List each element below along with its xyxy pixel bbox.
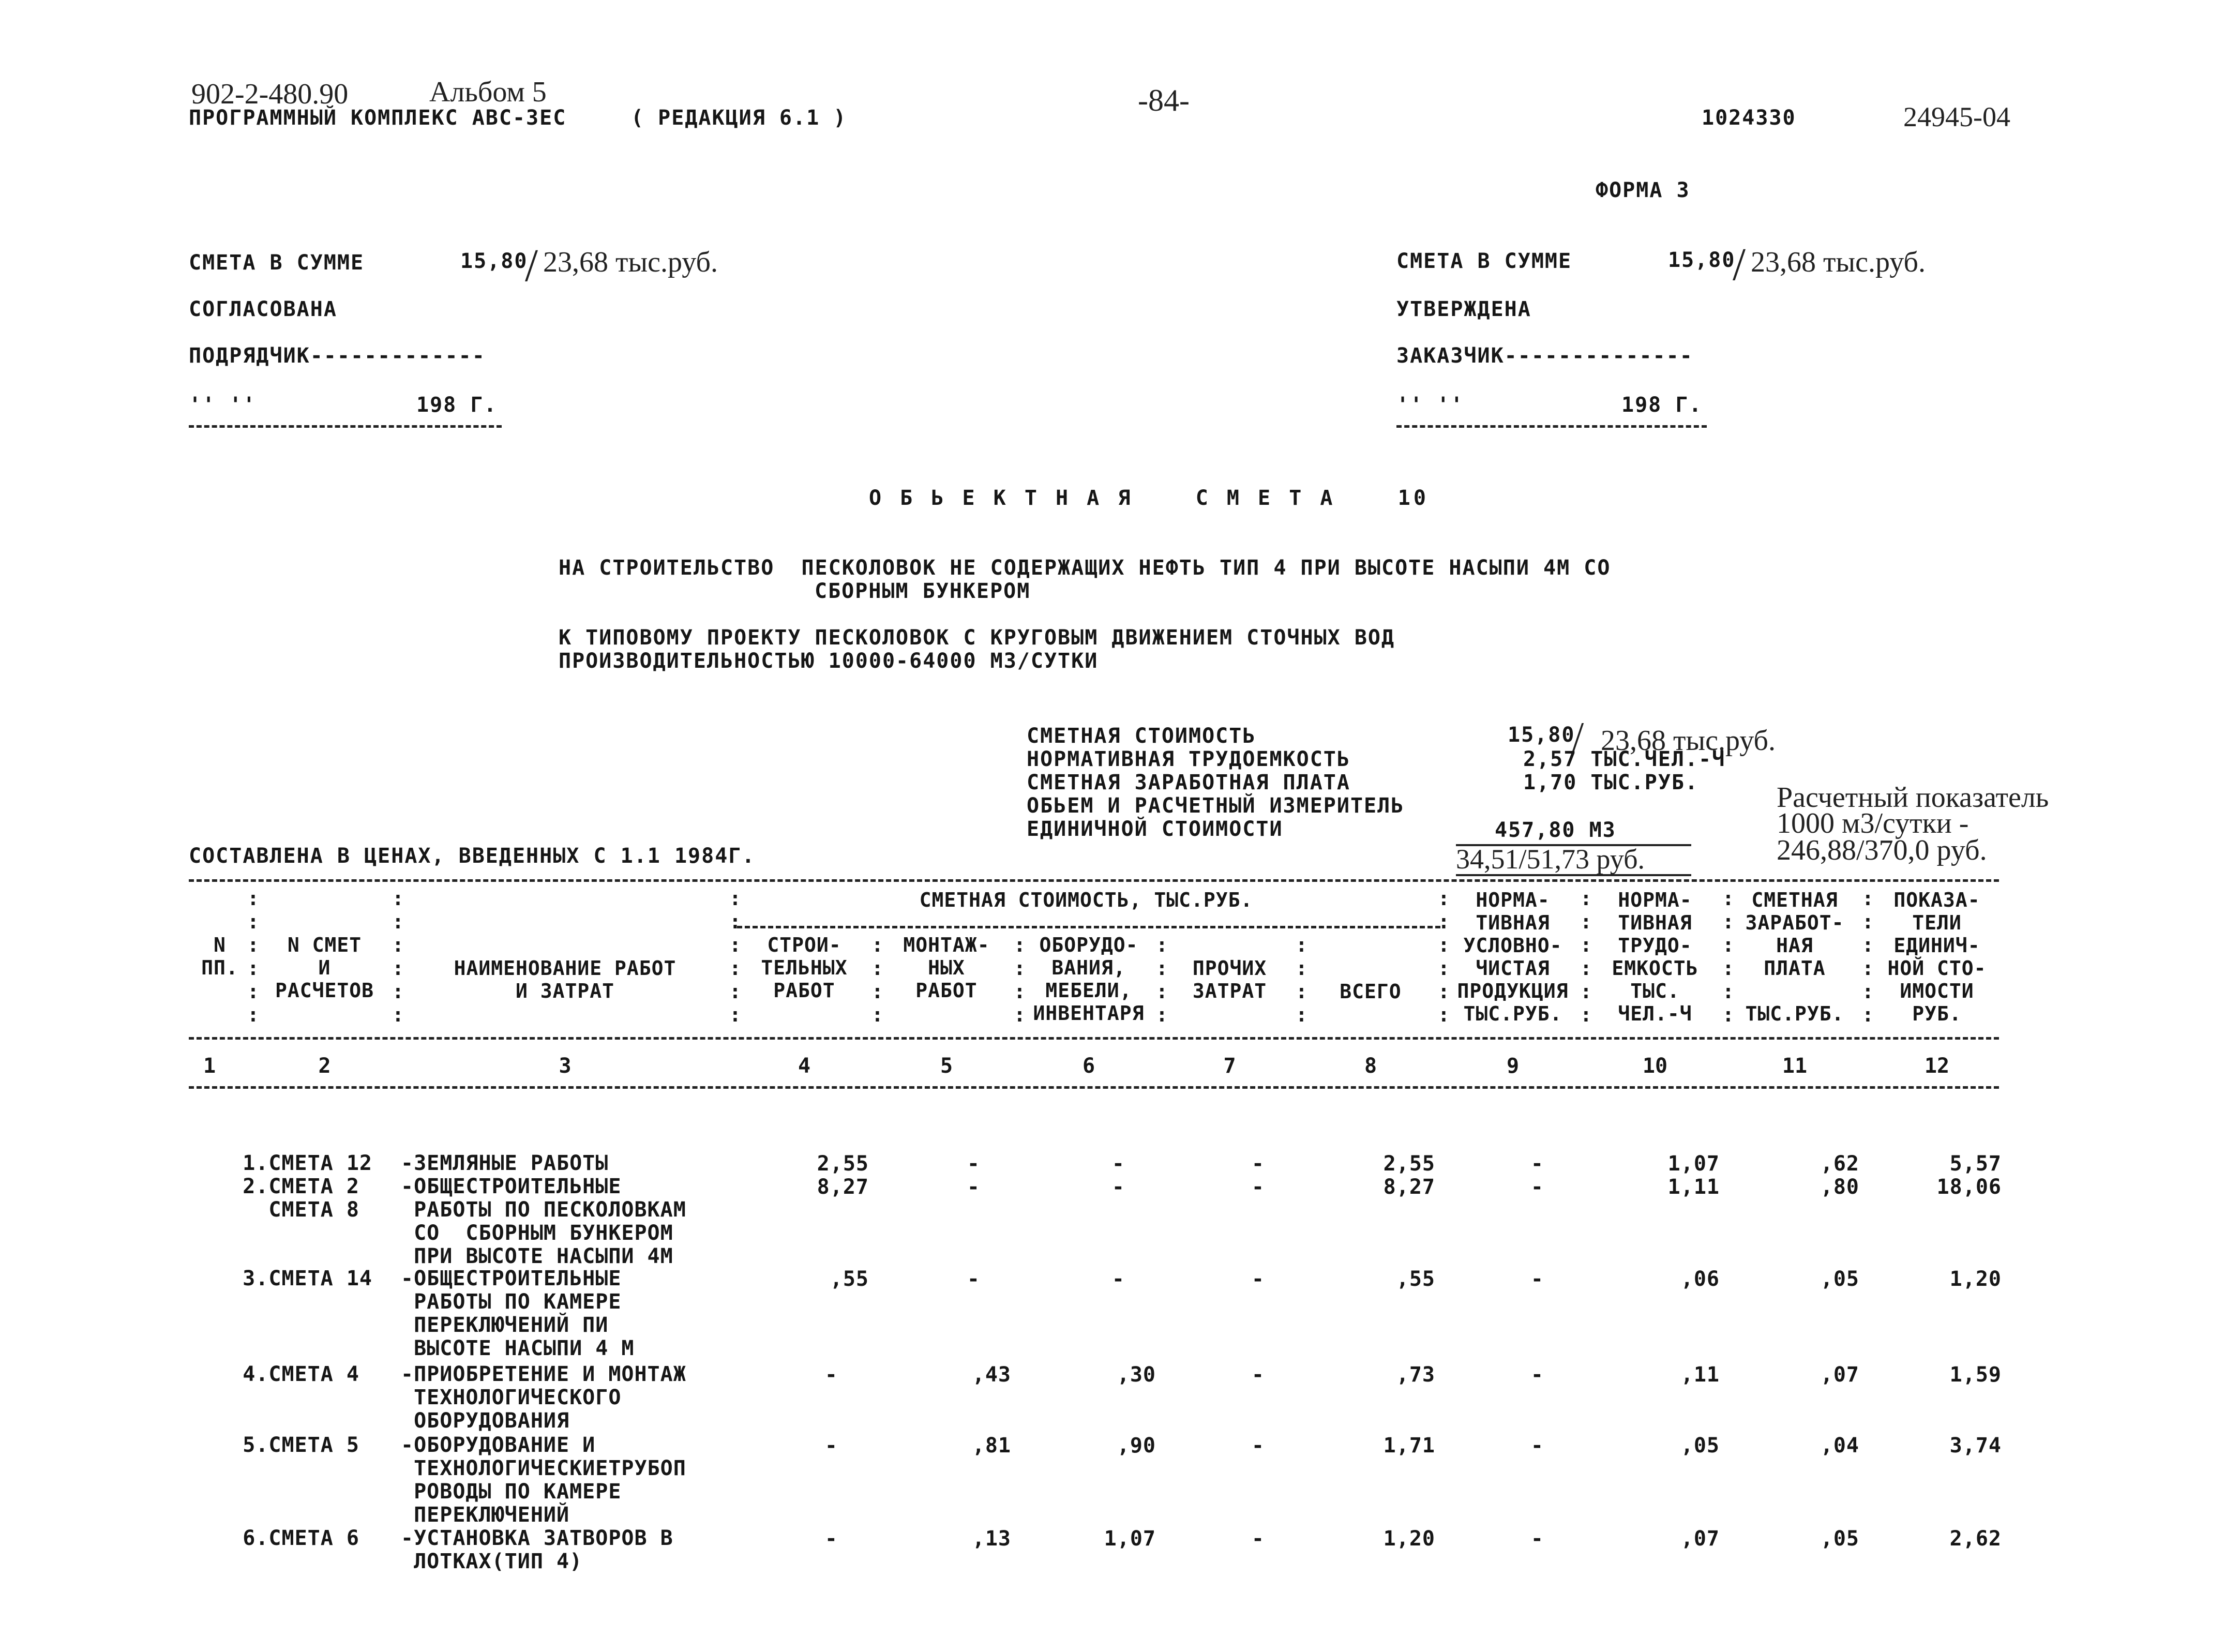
contractor-line: ПОДРЯДЧИК-------------	[189, 344, 486, 368]
cell-net-production: -	[1530, 1152, 1544, 1176]
sum-handwritten: 23,68 тыс.руб.	[1751, 246, 1926, 278]
status-agreed: СОГЛАСОВАНА	[189, 297, 337, 321]
signature-line	[189, 425, 502, 428]
cell-construction: -	[824, 1434, 838, 1458]
row-ref: 4.СМЕТА 4	[243, 1362, 359, 1386]
table-rule-header	[189, 1037, 1999, 1040]
cell-total: 1,20	[1383, 1527, 1435, 1551]
cell-construction: -	[824, 1527, 838, 1551]
quote-marks: '' ''	[189, 393, 257, 417]
cell-labor: ,07	[1680, 1527, 1720, 1551]
cell-total: 1,71	[1383, 1434, 1435, 1458]
cell-unit-cost: 5,57	[1949, 1152, 2002, 1176]
cell-equipment: -	[1111, 1267, 1125, 1291]
header-installation: МОНТАЖ- НЫХ РАБОТ	[903, 934, 990, 1002]
cell-total: ,73	[1396, 1363, 1435, 1387]
header-net-production: НОРМА- ТИВНАЯ УСЛОВНО- ЧИСТАЯ ПРОДУКЦИЯ ТЫС.РУБ.	[1457, 889, 1569, 1025]
group-header-cost: СМЕТНАЯ СТОИМОСТЬ, ТЫС.РУБ.	[919, 889, 1253, 911]
page-number: -84-	[1138, 83, 1190, 117]
row-name: -ЗЕМЛЯНЫЕ РАБОТЫ	[401, 1151, 609, 1175]
row-name: -ПРИОБРЕТЕНИЕ И МОНТАЖ ТЕХНОЛОГИЧЕСКОГО ОБОРУДОВАНИЯ	[401, 1362, 686, 1433]
cell-equipment: 1,07	[1104, 1527, 1156, 1551]
program-name: ПРОГРАММНЫЙ КОМПЛЕКС АВС-3ЕС	[189, 106, 567, 130]
cost-slash: /	[1572, 714, 1584, 760]
sum-label: СМЕТА В СУММЕ	[189, 251, 365, 275]
cell-wage: ,62	[1820, 1152, 1859, 1176]
separator: : : : :	[871, 934, 883, 1026]
purpose-line-4: ПРОИЗВОДИТЕЛЬНОСТЬЮ 10000-64000 М3/СУТКИ	[559, 649, 1099, 673]
cost-label: СМЕТНАЯ СТОИМОСТЬ	[1027, 724, 1256, 748]
cell-other: -	[1251, 1527, 1265, 1551]
cell-labor: ,06	[1680, 1267, 1720, 1291]
col-number: 2	[318, 1054, 331, 1078]
col-number: 5	[940, 1054, 953, 1078]
col-number: 9	[1506, 1054, 1520, 1078]
cell-unit-cost: 1,20	[1949, 1267, 2002, 1291]
year-label: 198 Г.	[416, 393, 498, 417]
separator: : : : : : :	[1438, 887, 1450, 1026]
separator: : : : : : :	[1862, 887, 1874, 1026]
cell-unit-cost: 3,74	[1949, 1434, 2002, 1458]
header-construction: СТРОИ- ТЕЛЬНЫХ РАБОТ	[761, 934, 848, 1002]
cell-installation: ,13	[972, 1527, 1011, 1551]
col-number: 12	[1924, 1054, 1950, 1078]
sum-printed: 15,80	[460, 249, 528, 273]
cell-labor: ,05	[1680, 1434, 1720, 1458]
cell-installation: ,81	[972, 1434, 1011, 1458]
volume-label-2: ЕДИНИЧНОЙ СТОИМОСТИ	[1027, 817, 1283, 841]
cell-total: 2,55	[1383, 1152, 1435, 1176]
prices-note: СОСТАВЛЕНА В ЦЕНАХ, ВВЕДЕННЫХ С 1.1 1984Г.	[189, 844, 756, 868]
cell-construction: ,55	[830, 1267, 869, 1291]
cell-labor: 1,11	[1667, 1175, 1720, 1199]
row-name: -ОБЩЕСТРОИТЕЛЬНЫЕ РАБОТЫ ПО КАМЕРЕ ПЕРЕКЛЮЧЕНИЙ ПИ ВЫСОТЕ НАСЫПИ 4 М	[401, 1267, 635, 1360]
cell-wage: ,05	[1820, 1267, 1859, 1291]
form-label: ФОРМА 3	[1596, 178, 1690, 202]
separator: : : : : : :	[1722, 887, 1734, 1026]
purpose-line-3: К ТИПОВОМУ ПРОЕКТУ ПЕСКОЛОВОК С КРУГОВЫМ ДВИЖЕНИЕМ СТОЧНЫХ ВОД	[559, 626, 1395, 650]
col-number: 7	[1223, 1054, 1236, 1078]
separator: : : : : : :	[392, 887, 404, 1026]
separator: : : : :	[1296, 934, 1307, 1026]
cell-other: -	[1251, 1434, 1265, 1458]
status-approved: УТВЕРЖДЕНА	[1396, 297, 1531, 321]
purpose-line-1: НА СТРОИТЕЛЬСТВО ПЕСКОЛОВОК НЕ СОДЕРЖАЩИХ НЕФТЬ ТИП 4 ПРИ ВЫСОТЕ НАСЫПИ 4М СО	[559, 556, 1611, 580]
cell-equipment: -	[1111, 1152, 1125, 1176]
code-number: 1024330	[1702, 106, 1796, 130]
sum-handwritten: 23,68 тыс.руб.	[543, 246, 718, 278]
cell-wage: ,05	[1820, 1527, 1859, 1551]
wage-label: СМЕТНАЯ ЗАРАБОТНАЯ ПЛАТА	[1027, 771, 1350, 794]
header-equipment: ОБОРУДО- ВАНИЯ, МЕБЕЛИ, ИНВЕНТАРЯ	[1033, 934, 1145, 1025]
header-other: ПРОЧИХ ЗАТРАТ	[1192, 957, 1267, 1002]
indicator-note-3: 246,88/370,0 руб.	[1777, 834, 1987, 866]
col-number: 10	[1642, 1054, 1668, 1078]
edition-label: ( РЕДАКЦИЯ 6.1 )	[631, 106, 847, 130]
row-name: -ОБОРУДОВАНИЕ И ТЕХНОЛОГИЧЕСКИЕТРУБОП РОВОДЫ ПО КАМЕРЕ ПЕРЕКЛЮЧЕНИЙ	[401, 1433, 686, 1527]
cell-installation: -	[967, 1175, 980, 1199]
volume-label-1: ОБЬЕМ И РАСЧЕТНЫЙ ИЗМЕРИТЕЛЬ	[1027, 794, 1405, 818]
table-rule-top	[189, 879, 1999, 882]
cell-net-production: -	[1530, 1175, 1544, 1199]
cell-labor: ,11	[1680, 1363, 1720, 1387]
sum-printed: 15,80	[1668, 248, 1736, 272]
row-name: -ОБЩЕСТРОИТЕЛЬНЫЕ РАБОТЫ ПО ПЕСКОЛОВКАМ СО СБОРНЫМ БУНКЕРОМ ПРИ ВЫСОТЕ НАСЫПИ 4М	[401, 1175, 686, 1268]
header-estimate-refs: N СМЕТ И РАСЧЕТОВ	[275, 934, 374, 1002]
cell-construction: 8,27	[817, 1175, 869, 1199]
separator: : : : :	[1156, 934, 1168, 1026]
cell-unit-cost: 1,59	[1949, 1363, 2002, 1387]
wage-value: 1,70 ТЫС.РУБ.	[1523, 771, 1699, 794]
cell-wage: ,07	[1820, 1363, 1859, 1387]
cell-equipment: ,90	[1117, 1434, 1156, 1458]
separator: : : : : : :	[729, 887, 741, 1026]
cell-other: -	[1251, 1152, 1265, 1176]
document-code: 902-2-480.90	[191, 78, 349, 110]
cell-net-production: -	[1530, 1267, 1544, 1291]
table-rule-colnums	[189, 1086, 1999, 1089]
sum-slash: /	[1733, 239, 1746, 290]
cell-other: -	[1251, 1267, 1265, 1291]
cell-installation: ,43	[972, 1363, 1011, 1387]
col-number: 3	[559, 1054, 572, 1078]
cell-installation: -	[967, 1267, 980, 1291]
cell-net-production: -	[1530, 1527, 1544, 1551]
indicator-note-2: 1000 м3/сутки -	[1777, 807, 1969, 839]
quote-marks: '' ''	[1396, 393, 1464, 417]
album-label: Альбом 5	[429, 76, 547, 108]
cell-wage: ,04	[1820, 1434, 1859, 1458]
header-number: N ПП.	[201, 934, 238, 979]
cell-construction: 2,55	[817, 1152, 869, 1176]
document-title: О Б Ь Е К Т Н А Я С М Е Т А 10	[869, 486, 1429, 510]
labor-value: 2,57 ТЫС.ЧЕЛ.-Ч	[1523, 747, 1726, 771]
cell-construction: -	[824, 1363, 838, 1387]
unit-cost-underline	[1456, 874, 1691, 876]
col-number: 6	[1082, 1054, 1095, 1078]
cell-net-production: -	[1530, 1434, 1544, 1458]
cell-equipment: -	[1111, 1175, 1125, 1199]
separator: : : : :	[1014, 934, 1026, 1026]
signature-line	[1396, 425, 1707, 428]
cell-total: 8,27	[1383, 1175, 1435, 1199]
cell-installation: -	[967, 1152, 980, 1176]
year-label: 198 Г.	[1621, 393, 1703, 417]
customer-line: ЗАКАЗЧИК--------------	[1396, 344, 1693, 368]
cell-other: -	[1251, 1175, 1265, 1199]
row-ref: 1.СМЕТА 12	[243, 1151, 372, 1175]
col-number: 11	[1782, 1054, 1808, 1078]
cell-wage: ,80	[1820, 1175, 1859, 1199]
unit-cost-handwritten: 34,51/51,73 руб.	[1456, 844, 1645, 875]
cost-handwritten: 23,68 тыс.руб.	[1601, 725, 1776, 757]
group-header-rule	[737, 926, 1440, 928]
cell-unit-cost: 18,06	[1936, 1175, 2002, 1199]
row-ref: 3.СМЕТА 14	[243, 1267, 372, 1290]
sum-slash: /	[525, 240, 538, 291]
sum-label: СМЕТА В СУММЕ	[1396, 249, 1572, 273]
archive-number: 24945-04	[1903, 101, 2010, 132]
separator: : : : : : :	[247, 887, 259, 1026]
row-name: -УСТАНОВКА ЗАТВОРОВ В ЛОТКАХ(ТИП 4)	[401, 1526, 673, 1573]
cell-unit-cost: 2,62	[1949, 1527, 2002, 1551]
row-ref: 5.СМЕТА 5	[243, 1433, 359, 1457]
header-unit-cost: ПОКАЗА- ТЕЛИ ЕДИНИЧ- НОЙ СТО- ИМОСТИ РУБ.	[1887, 889, 1987, 1025]
col-number: 4	[798, 1054, 811, 1078]
col-number: 1	[203, 1054, 216, 1078]
cell-total: ,55	[1396, 1267, 1435, 1291]
header-labor: НОРМА- ТИВНАЯ ТРУДО- ЕМКОСТЬ ТЫС. ЧЕЛ.-Ч	[1612, 889, 1698, 1025]
row-ref: 6.СМЕТА 6	[243, 1526, 359, 1550]
cost-printed: 15,80	[1508, 723, 1575, 747]
col-number: 8	[1364, 1054, 1377, 1078]
separator: : : : : : :	[1580, 887, 1592, 1026]
cell-other: -	[1251, 1363, 1265, 1387]
header-wage: СМЕТНАЯ ЗАРАБОТ- НАЯ ПЛАТА ТЫС.РУБ.	[1745, 889, 1844, 1025]
purpose-line-2: СБОРНЫМ БУНКЕРОМ	[815, 579, 1031, 603]
indicator-note-1: Расчетный показатель	[1777, 782, 2049, 814]
volume-value: 457,80 М3	[1495, 818, 1616, 842]
header-work-name: НАИМЕНОВАНИЕ РАБОТ И ЗАТРАТ	[454, 957, 676, 1002]
cell-equipment: ,30	[1117, 1363, 1156, 1387]
cell-net-production: -	[1530, 1363, 1544, 1387]
cell-labor: 1,07	[1667, 1152, 1720, 1176]
labor-label: НОРМАТИВНАЯ ТРУДОЕМКОСТЬ	[1027, 747, 1350, 771]
header-total: ВСЕГО	[1340, 980, 1402, 1003]
row-ref: 2.СМЕТА 2 СМЕТА 8	[243, 1175, 359, 1222]
